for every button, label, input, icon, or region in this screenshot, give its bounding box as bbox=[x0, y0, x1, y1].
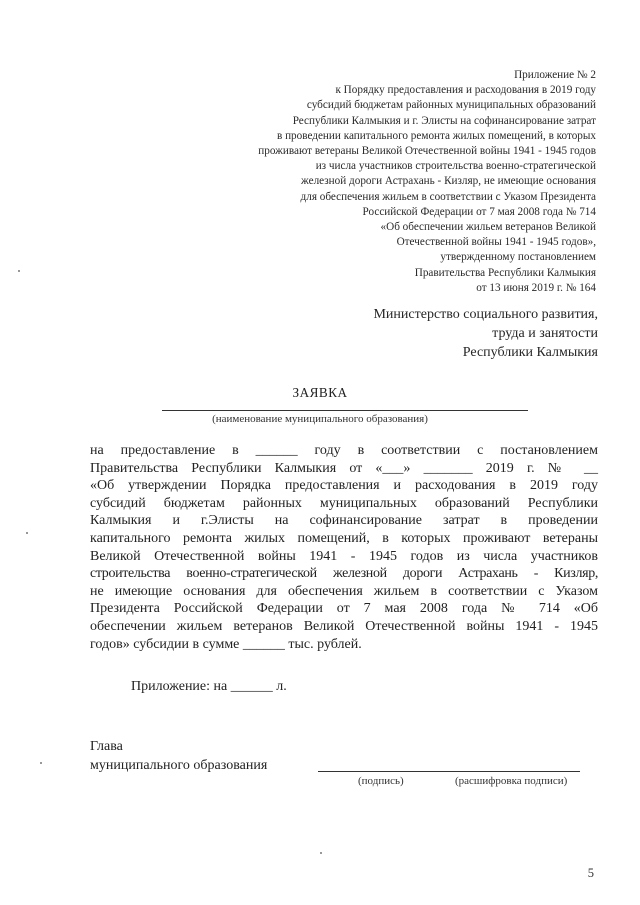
addressee-line: Республики Калмыкия bbox=[462, 345, 598, 360]
body-line: Президента Российской Федерации от 7 мая 2008 года № 714 «Об bbox=[90, 601, 598, 617]
annex-line: субсидий бюджетам районных муниципальных образований bbox=[306, 99, 596, 112]
body-line: на предоставление в ______ году в соответствии с постановлением bbox=[90, 443, 598, 458]
annex-header bbox=[176, 68, 596, 296]
annex-line: от 13 июня 2019 г. № 164 bbox=[476, 281, 596, 294]
signature-caption: (подпись) bbox=[358, 775, 404, 787]
body-line: Правительства Республики Калмыкия от «___» _______ 2019 г. № __ bbox=[90, 460, 598, 476]
annex-line: Отечественной войны 1941 - 1945 годов», bbox=[396, 236, 596, 249]
signatory-title bbox=[90, 738, 267, 775]
body-line: Калмыкия и г.Элисты на софинансирование затрат в проведении bbox=[90, 513, 598, 529]
body-line: не имеющие основания для обеспечения жильем в соответствии с Указом bbox=[90, 583, 598, 599]
page-number: 5 bbox=[587, 866, 594, 880]
signatory-line: Глава bbox=[90, 739, 123, 754]
annex-line: железной дороги Астрахань - Кизляр, не имеющие основания bbox=[301, 175, 596, 188]
body-line: годов» субсидии в сумме ______ тыс. рублей. bbox=[90, 636, 362, 652]
body-line: Великой Отечественной войны 1941 - 1945 годов из числа участников bbox=[90, 548, 598, 564]
application-body bbox=[90, 442, 598, 653]
body-line: обеспечении жильем ветеранов Великой Отечественной войны 1941 - 1945 bbox=[90, 618, 598, 634]
annex-line: Приложение № 2 bbox=[514, 69, 596, 81]
document-title: ЗАЯВКА bbox=[292, 385, 348, 400]
scan-mark bbox=[18, 270, 20, 272]
signature-line bbox=[318, 771, 580, 772]
body-line: строительства военно-стратегической железной дороги Астрахань - Кизляр, bbox=[90, 566, 598, 582]
annex-line: к Порядку предоставления и расходования в 2019 году bbox=[335, 84, 596, 97]
body-line: «Об утверждении Порядка предоставления и расходования в 2019 году bbox=[90, 478, 598, 494]
municipality-caption: (наименование муниципального образования) bbox=[212, 413, 428, 425]
annex-line: «Об обеспечении жильем ветеранов Великой bbox=[380, 221, 596, 234]
annex-line: Российской Федерации от 7 мая 2008 года № 714 bbox=[362, 205, 596, 218]
scan-mark bbox=[26, 532, 28, 534]
scan-mark bbox=[320, 852, 322, 854]
annex-line: утвержденному постановлением bbox=[440, 251, 596, 264]
annex-line: Правительства Республики Калмыкия bbox=[414, 266, 596, 279]
addressee-line: труда и занятости bbox=[492, 326, 598, 341]
addressee-block bbox=[278, 305, 598, 362]
addressee-line: Министерство социального развития, bbox=[373, 307, 598, 322]
body-line: субсидий бюджетам районных муниципальных образований Республики bbox=[90, 495, 598, 511]
body-line: капитального ремонта жилых помещений, в которых проживают ветераны bbox=[90, 530, 598, 546]
annex-line: проживают ветераны Великой Отечественной войны 1941 - 1945 годов bbox=[258, 145, 596, 158]
annex-line: Республики Калмыкия и г. Элисты на софинансирование затрат bbox=[292, 114, 596, 127]
signatory-line: муниципального образования bbox=[90, 757, 268, 773]
signature-decoding-caption: (расшифровка подписи) bbox=[455, 775, 568, 787]
municipality-name-line bbox=[162, 410, 528, 411]
annex-line: для обеспечения жильем в соответствии с Указом Президента bbox=[300, 190, 596, 203]
attachment-note: Приложение: на ______ л. bbox=[131, 679, 287, 694]
scan-mark bbox=[40, 762, 42, 764]
annex-line: в проведении капитального ремонта жилых помещений, в которых bbox=[276, 129, 596, 142]
annex-line: из числа участников строительства военно-стратегической bbox=[315, 160, 596, 173]
